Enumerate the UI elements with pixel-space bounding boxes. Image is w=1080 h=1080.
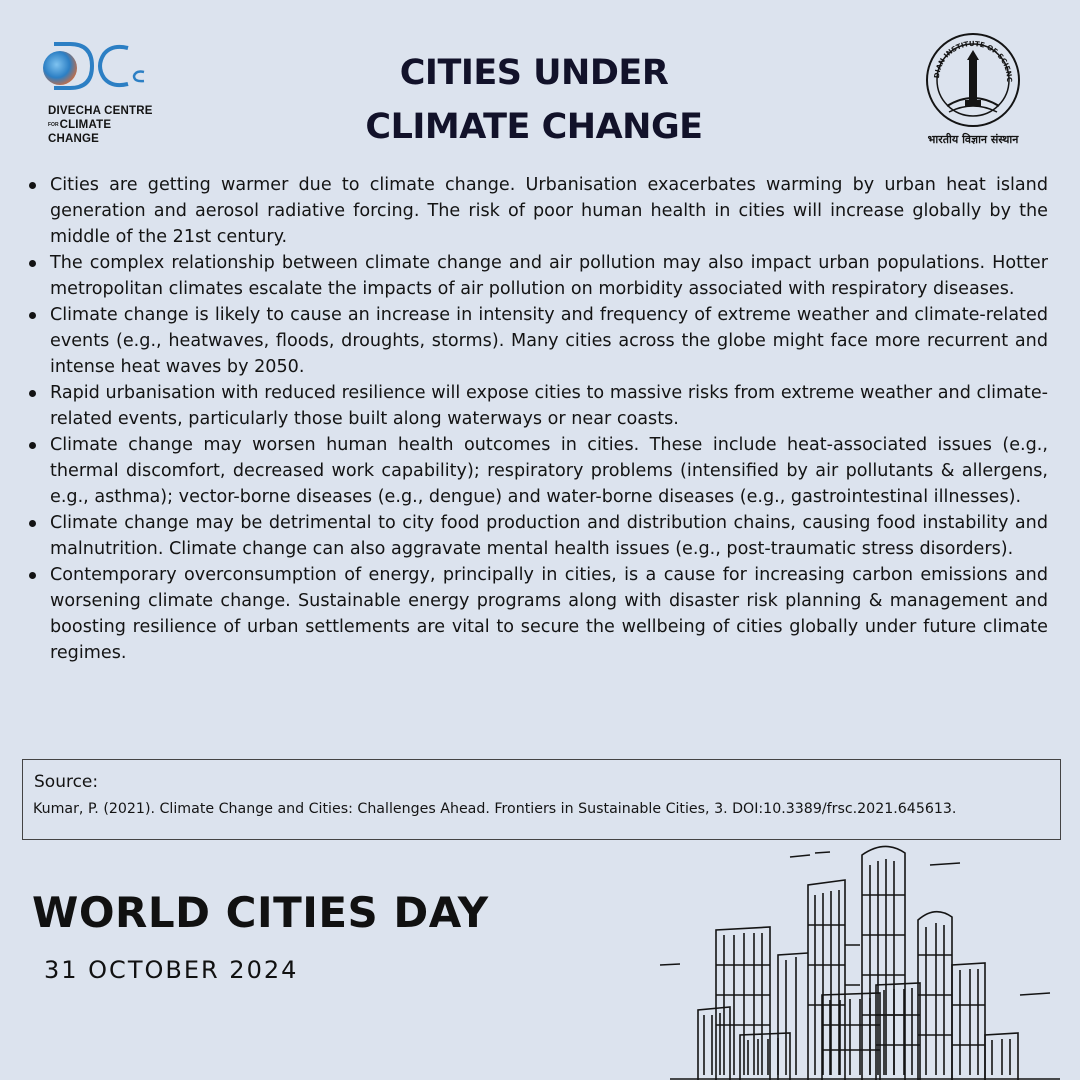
org-name-line2: CLIMATE CHANGE — [48, 119, 112, 146]
list-item: Contemporary overconsumption of energy, principally in cities, is a cause for increasing carbon emissions and worsening climate change. Sustainable energy programs along with disaster risk planning & management and boosting resilience of urban settlements are vital to secure the wellbeing of cities globally under future climate regimes. — [48, 562, 1048, 666]
bullet-list — [48, 172, 1048, 666]
source-box — [22, 759, 1061, 840]
list-item: Climate change may be detrimental to city food production and distribution chains, causing food instability and malnutrition. Climate change can also aggravate mental health issues (e.g., post-traumatic stress disorders). — [48, 510, 1048, 562]
city-skyline-sketch-icon — [640, 835, 1080, 1080]
iisc-hindi-name: भारतीय विज्ञान संस्थान — [927, 133, 1019, 146]
list-item: Cities are getting warmer due to climate change. Urbanisation exacerbates warming by urban heat island generation and aerosol radiative forcing. The risk of poor human health in cities will increase globally by the middle of the 21st century. — [48, 172, 1048, 250]
iisc-emblem-icon — [923, 30, 1023, 130]
list-item: Rapid urbanisation with reduced resilience will expose cities to massive risks from extreme weather and climate-related events, particularly those built along waterways or near coasts. — [48, 380, 1048, 432]
list-item: The complex relationship between climate change and air pollution may also impact urban populations. Hotter metropolitan climates escalate the impacts of air pollution on morbidity associated with respiratory diseases. — [48, 250, 1048, 302]
source-label: Source: — [34, 772, 99, 792]
source-citation: Kumar, P. (2021). Climate Change and Cities: Challenges Ahead. Frontiers in Sustainable Cities, 3. DOI:10.3389/frsc.2021.645613. — [33, 801, 957, 817]
event-title: WORLD CITIES DAY — [32, 888, 489, 937]
org-name-line1: DIVECHA CENTRE — [48, 105, 153, 117]
page-title — [0, 46, 1068, 154]
org-name-prefix: FOR — [48, 122, 59, 128]
page-title-line1: CITIES UNDER — [399, 53, 669, 93]
list-item: Climate change may worsen human health outcomes in cities. These include heat-associated issues (e.g., thermal discomfort, decreased work capability); respiratory problems (intensified by air pollutants & allergens, e.g., asthma); vector-borne diseases (e.g., dengue) and water-borne diseases (e.g., gastrointestinal illnesses). — [48, 432, 1048, 510]
list-item: Climate change is likely to cause an increase in intensity and frequency of extreme weather and climate-related events (e.g., heatwaves, floods, droughts, storms). Many cities across the globe might face more recurrent and intense heat waves by 2050. — [48, 302, 1048, 380]
event-date: 31 OCTOBER 2024 — [44, 956, 299, 984]
iisc-logo — [912, 30, 1034, 147]
page-title-line2: CLIMATE CHANGE — [365, 107, 703, 147]
iisc-arc-text: DIAN INSTITUTE OF SCIENC — [932, 39, 1014, 83]
